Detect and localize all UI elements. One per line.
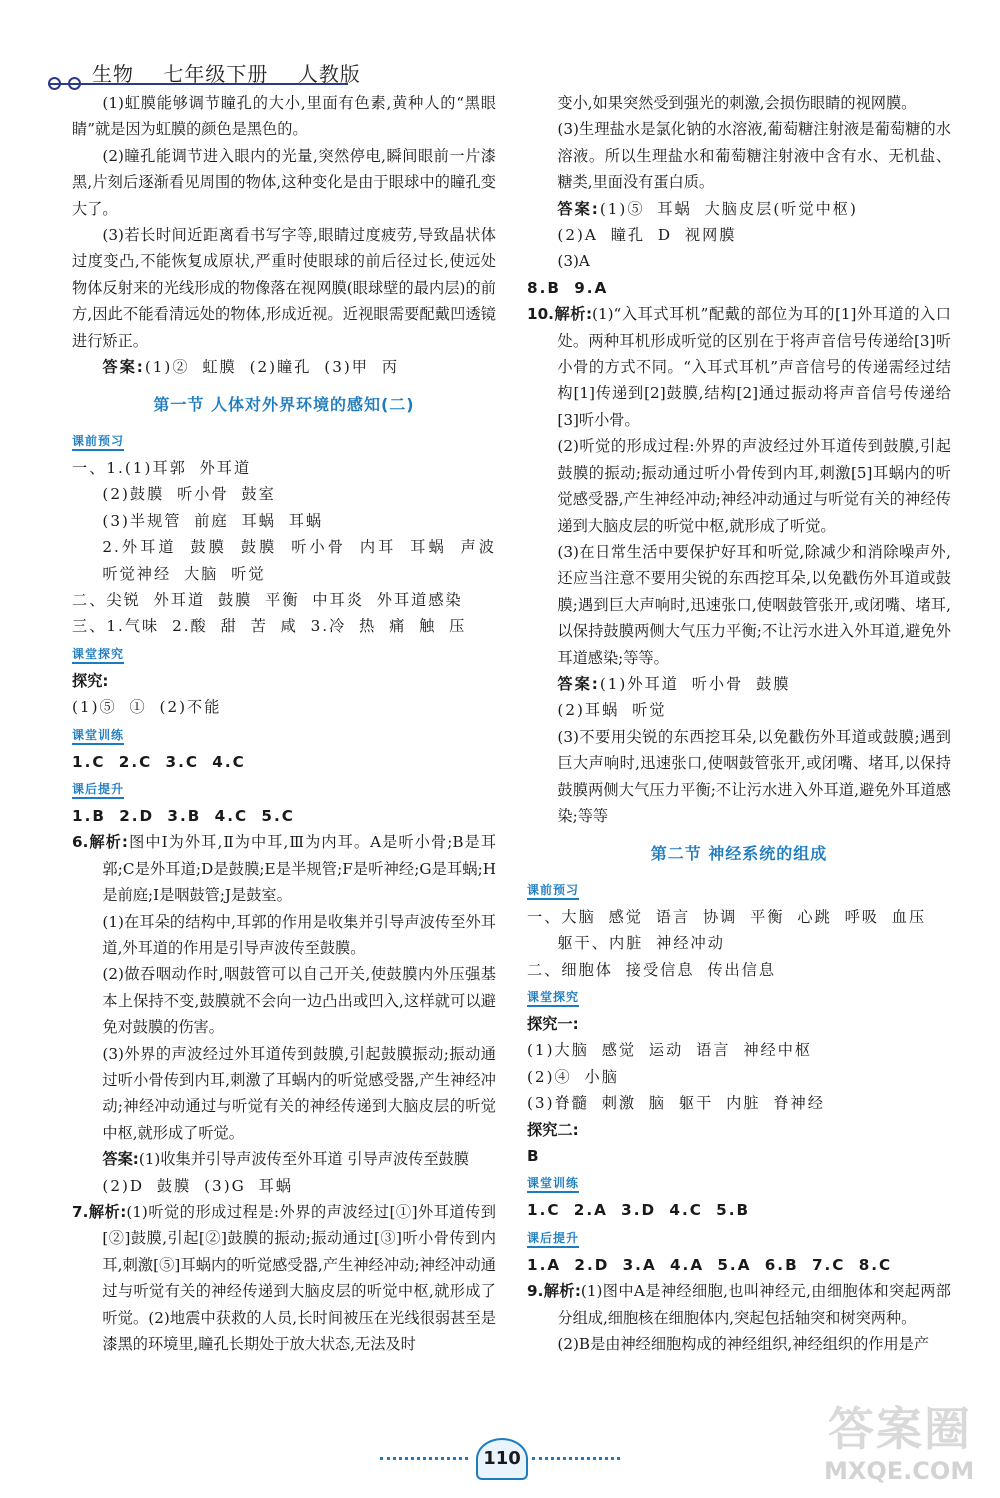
- answer-text: (1)② 虹膜 (2)瞳孔 (3)甲 丙: [144, 358, 400, 377]
- question-7: [72, 1199, 496, 1357]
- section-title: 第二节 神经系统的组成: [650, 844, 828, 864]
- right-column: [527, 90, 951, 1357]
- list-item: 三、1.气味 2.酸 甜 苦 咸 3.冷 热 痛 触 压: [72, 617, 467, 636]
- list-item: 一、大脑 感觉 语言 协调 平衡 心跳 呼吸 血压: [527, 907, 927, 926]
- answer-text: (1)⑤ 耳蜗 大脑皮层(听觉中枢): [599, 199, 858, 218]
- answer-text: (1)收集并引导声波传至外耳道 引导声波传至鼓膜: [138, 1150, 469, 1169]
- analysis-label: 解析:: [543, 1282, 581, 1301]
- answer-line: [72, 354, 496, 380]
- analysis-text: 图中Ⅰ为外耳,Ⅱ为中耳,Ⅲ为内耳。A是听小骨;B是耳郭;C是外耳道;D是鼓膜;E是半规管;F是听神经;G是耳蜗;H是前庭;I是咽鼓管;J是鼓室。: [102, 833, 497, 905]
- train-answers: 1.C 2.C 3.C 4.C: [72, 752, 246, 771]
- analysis-label: 解析:: [88, 833, 129, 852]
- answer-line: (3)不要用尖锐的东西挖耳朵,以免戳伤外耳道或鼓膜;遇到巨大声响时,迅速张口,使咽鼓管张开,或闭嘴、堵耳,以保持鼓膜两侧大气压力平衡;不让污水进入外耳道,避免外耳道感染;等等: [557, 727, 951, 825]
- question-number: 7.: [72, 1203, 89, 1222]
- list-item: 躯干、内脏 神经冲动: [557, 934, 725, 953]
- footer-dots-right: [532, 1457, 620, 1460]
- tag-preview: 课前预习: [527, 882, 579, 900]
- list-item: 2.外耳道 鼓膜 鼓膜 听小骨 内耳 耳蜗 声波 听觉神经 大脑 听觉: [102, 538, 496, 583]
- paragraph: (3)在日常生活中要保护好耳和听觉,除减少和消除噪声外,还应当注意不要用尖锐的东西挖耳朵,以免戳伤外耳道或鼓膜;遇到巨大声响时,迅速张口,使咽鼓管张开,或闭嘴、堵耳,以保持鼓膜两侧大气压力平衡;不让污水进入外耳道,避免外耳道感染;等等。: [557, 542, 951, 667]
- watermark-logo: [818, 1385, 988, 1495]
- watermark-cn: 答案圈: [828, 1402, 972, 1456]
- analysis-text: (1)图中A是神经细胞,也叫神经元,由细胞体和突起两部分组成,细胞核在细胞体内,突起包括轴突和树突两种。: [557, 1282, 951, 1327]
- paragraph: (2)瞳孔能调节进入眼内的光量,突然停电,瞬间眼前一片漆黑,片刻后逐渐看见周围的物体,这种变化是由于眼球中的瞳孔变大了。: [72, 146, 496, 218]
- explore-answer: (1)大脑 感觉 运动 语言 神经中枢: [527, 1041, 813, 1060]
- explore-answer: (3)脊髓 刺激 脑 躯干 内脏 脊神经: [527, 1094, 825, 1113]
- improve-answers: 1.B 2.D 3.B 4.C 5.C: [72, 806, 295, 825]
- page-footer: [370, 1438, 630, 1478]
- answer-label: 答案:: [557, 674, 600, 693]
- left-column: [72, 90, 496, 1357]
- paragraph: (1)在耳朵的结构中,耳郭的作用是收集并引导声波传至外耳道,外耳道的作用是引导声波传至鼓膜。: [102, 912, 496, 957]
- tag-train: 课堂训练: [72, 727, 124, 745]
- footer-dots-left: [380, 1457, 468, 1460]
- question-number: 9.: [527, 1282, 544, 1301]
- answer-label: 答案:: [102, 1150, 139, 1169]
- answer-line: [527, 671, 951, 697]
- paragraph: (3)若长时间近距离看书写字等,眼睛过度疲劳,导致晶状体过度变凸,不能恢复成原状,严重时使眼球的前后径过长,使远处物体反射来的光线形成的物像落在视网膜(眼球壁的最内层)的前方,因此不能看清远处的物体,形成近视。近视眼需要配戴凹透镜进行矫正。: [72, 226, 496, 350]
- answer-text: (1)外耳道 听小骨 鼓膜: [599, 674, 791, 693]
- paragraph: 变小,如果突然受到强光的刺激,会损伤眼睛的视网膜。: [557, 94, 917, 112]
- list-item: 二、尖锐 外耳道 鼓膜 平衡 中耳炎 外耳道感染: [72, 590, 463, 609]
- question-number: 6.: [72, 833, 89, 852]
- page-header: [0, 0, 1000, 100]
- paragraph: (2)B是由神经细胞构成的神经组织,神经组织的作用是产: [557, 1335, 930, 1354]
- paragraph: (3)外界的声波经过外耳道传到鼓膜,引起鼓膜振动;振动通过听小骨传到内耳,刺激了耳蜗内的听觉感受器,产生神经冲动;神经冲动通过与听觉有关的神经传递到大脑皮层的听觉中枢,就形成了听觉。: [102, 1044, 496, 1142]
- tag-improve: 课后提升: [72, 781, 124, 799]
- list-item: 一、1.(1)耳郭 外耳道: [72, 458, 252, 477]
- answer-line: (2)A 瞳孔 D 视网膜: [557, 226, 737, 245]
- analysis-label: 解析:: [88, 1203, 127, 1222]
- explore-answer: (1)⑤ ① (2)不能: [72, 698, 222, 717]
- train-answers: 1.C 2.A 3.D 4.C 5.B: [527, 1201, 751, 1220]
- tag-train: 课堂训练: [527, 1175, 579, 1193]
- explore-label: 探究二:: [527, 1120, 579, 1139]
- question-9: [527, 1278, 951, 1331]
- paragraph: (3)生理盐水是氯化钠的水溶液,葡萄糖注射液是葡萄糖的水溶液。所以生理盐水和葡萄糖注射液中含有水、无机盐、糖类,里面没有蛋白质。: [557, 120, 951, 192]
- answer-line: (2)耳蜗 听觉: [557, 701, 667, 720]
- answer-line: [527, 196, 951, 222]
- explore-answer: (2)④ 小脑: [527, 1067, 619, 1086]
- tag-preview: 课前预习: [72, 433, 124, 451]
- question-10: [527, 301, 951, 433]
- tag-explore: 课堂探究: [527, 989, 579, 1007]
- explore-label: 探究一:: [527, 1015, 579, 1033]
- answer-line: (2)D 鼓膜 (3)G 耳蜗: [102, 1176, 293, 1195]
- tag-improve: 课后提升: [527, 1230, 579, 1248]
- list-item: 二、细胞体 接受信息 传出信息: [527, 960, 777, 979]
- page-number: 110: [476, 1438, 528, 1480]
- analysis-text: (1)“入耳式耳机”配戴的部位为耳的[1]外耳道的入口处。两种耳机形成听觉的区别在于将声音信号传递给[3]听小骨的方式不同。“入耳式耳机”声音信号的传递需经过结构[1]传递到[2]鼓膜,结构[2]通过振动将声音信号传递给[3]听小骨。: [557, 305, 951, 429]
- paragraph: (2)听觉的形成过程:外界的声波经过外耳道传到鼓膜,引起鼓膜的振动;振动通过听小骨传到内耳,刺激[5]耳蜗内的听觉感受器,产生神经冲动;神经冲动通过与听觉有关的神经传递到大脑皮层的听觉中枢,就形成了听觉。: [557, 437, 951, 535]
- answer-line: (3)A: [557, 252, 590, 271]
- paragraph: (2)做吞咽动作时,咽鼓管可以自己开关,使鼓膜内外压强基本上保持不变,鼓膜就不会向一边凸出或凹入,这样就可以避免对鼓膜的伤害。: [102, 965, 496, 1037]
- answer-label: 答案:: [102, 358, 145, 377]
- analysis-text: (1)听觉的形成过程是:外界的声波经过[①]外耳道传到[②]鼓膜,引起[②]鼓膜的振动;振动通过[③]听小骨传到内耳,刺激[⑤]耳蜗内的听觉感受器,产生神经冲动;神经冲动通过与听觉有关的神经传递到大脑皮层的听觉中枢,就形成了听觉。(2)地震中获救的人员,长时间被压在光线很弱甚至是漆黑的环境里,瞳孔长期处于放大状态,无法及时: [102, 1203, 496, 1354]
- answer-label: 答案:: [557, 199, 600, 218]
- list-item: (3)半规管 前庭 耳蜗 耳蜗: [102, 511, 324, 530]
- tag-explore: 课堂探究: [72, 646, 124, 664]
- question-number: 10.: [527, 305, 554, 324]
- answers-8-9: 8.B 9.A: [527, 278, 609, 297]
- section-title: 第一节 人体对外界环境的感知(二): [153, 395, 415, 415]
- paragraph: (1)虹膜能够调节瞳孔的大小,里面有色素,黄种人的“黑眼睛”就是因为虹膜的颜色是黑色的。: [72, 94, 496, 139]
- explore-answer: B: [527, 1147, 539, 1166]
- watermark-en: MXQE.COM: [824, 1457, 975, 1485]
- analysis-label: 解析:: [553, 305, 593, 324]
- answer-line: [72, 1146, 496, 1172]
- header-title: 生物 七年级下册 人教版: [92, 62, 361, 86]
- improve-answers: 1.A 2.D 3.A 4.A 5.A 6.B 7.C 8.C: [527, 1255, 893, 1274]
- question-6: [72, 829, 496, 908]
- explore-label: 探究:: [72, 671, 109, 690]
- list-item: (2)鼓膜 听小骨 鼓室: [102, 485, 276, 504]
